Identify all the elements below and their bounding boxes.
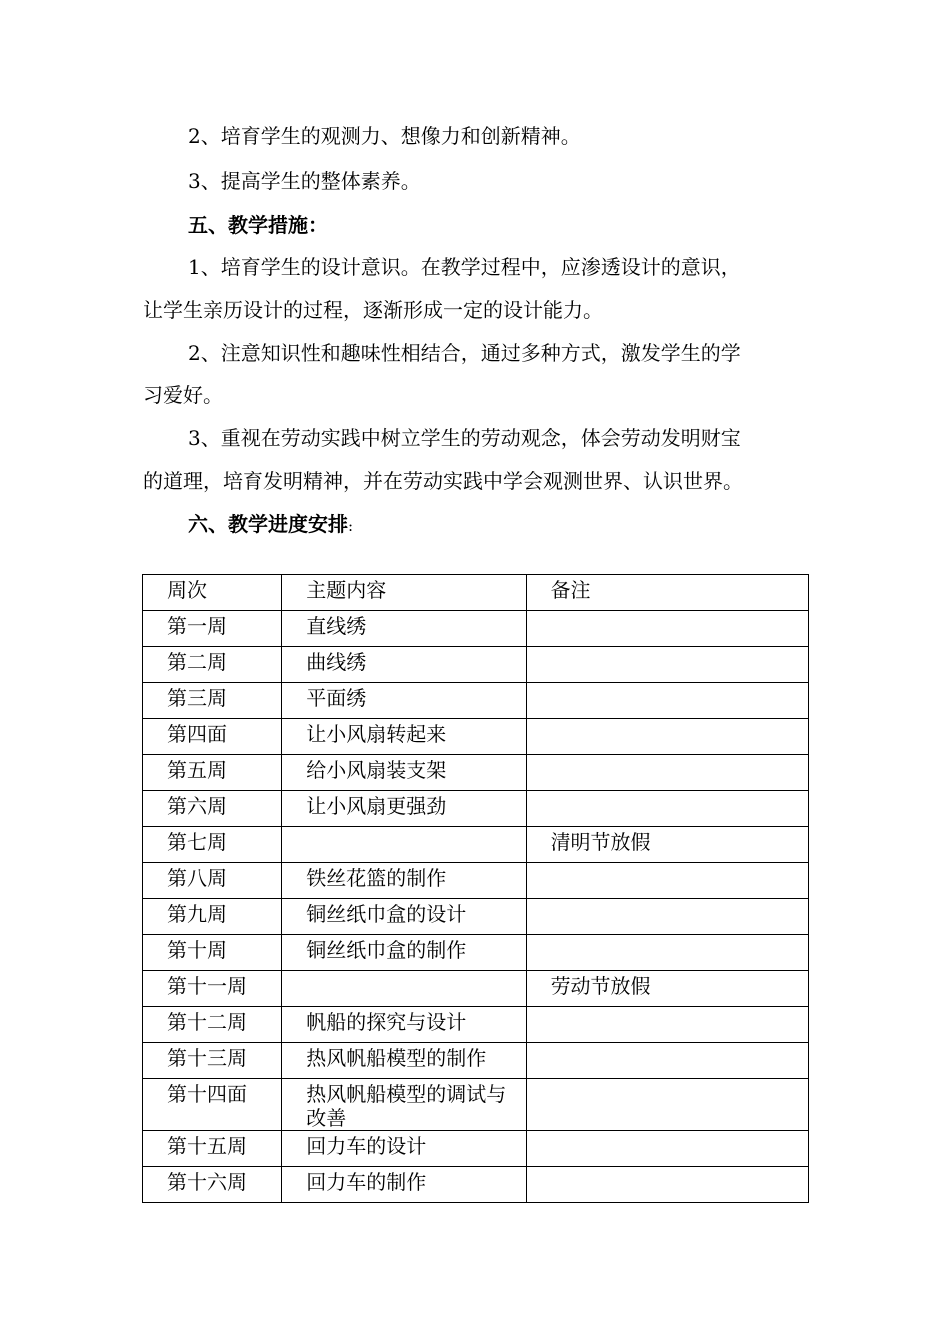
notes-cell xyxy=(526,827,808,863)
table-row xyxy=(143,683,809,719)
week-cell xyxy=(143,1079,282,1131)
section-heading-schedule-text: 六、教学进度安排 xyxy=(188,512,348,536)
topic-cell xyxy=(282,1131,526,1167)
week-cell xyxy=(143,755,282,791)
notes-cell-text xyxy=(527,863,808,866)
week-cell xyxy=(143,719,282,755)
header-cell-topic xyxy=(282,575,526,611)
table-row xyxy=(143,719,809,755)
table-header-row xyxy=(143,575,809,611)
topic-cell xyxy=(282,1167,526,1203)
topic-cell-text: 热风帆船模型的调试与改善 xyxy=(306,1082,507,1130)
notes-cell xyxy=(526,647,808,683)
topic-cell-text: 帆船的探究与设计 xyxy=(306,1010,467,1034)
week-cell-text: 第八周 xyxy=(167,866,227,890)
table-row xyxy=(143,611,809,647)
week-cell xyxy=(143,611,282,647)
week-cell-text: 第十一周 xyxy=(167,974,247,998)
week-cell-text: 第十三周 xyxy=(167,1046,247,1070)
header-topic-text: 主题内容 xyxy=(306,578,387,602)
week-cell-text: 第三周 xyxy=(167,686,227,710)
topic-cell-text: 回力车的设计 xyxy=(306,1134,427,1158)
notes-cell-text xyxy=(527,791,808,794)
week-cell-text: 第十二周 xyxy=(167,1010,247,1034)
topic-cell-text: 曲线绣 xyxy=(306,650,367,674)
notes-cell xyxy=(526,1131,808,1167)
notes-cell-text xyxy=(527,647,808,650)
week-cell xyxy=(143,827,282,863)
paragraph-goal-2: 2、培育学生的观测力、想像力和创新精神。 xyxy=(188,124,581,148)
notes-cell-text xyxy=(527,611,808,614)
week-cell xyxy=(143,647,282,683)
week-cell xyxy=(143,1167,282,1203)
topic-cell xyxy=(282,719,526,755)
topic-cell xyxy=(282,1043,526,1079)
notes-cell xyxy=(526,755,808,791)
notes-cell-text xyxy=(527,1043,808,1046)
paragraph-measure-2-line1: 2、注意知识性和趣味性相结合，通过多种方式，激发学生的学 xyxy=(188,341,741,365)
topic-cell-text: 铁丝花篮的制作 xyxy=(306,866,447,890)
topic-cell-text: 直线绣 xyxy=(306,614,367,638)
notes-cell-text: 清明节放假 xyxy=(550,830,651,854)
notes-cell-text xyxy=(527,1007,808,1010)
topic-cell-text: 回力车的制作 xyxy=(306,1170,427,1194)
topic-cell-text: 给小风扇装支架 xyxy=(306,758,447,782)
paragraph-measure-2-line2: 习爱好。 xyxy=(143,383,223,407)
topic-cell xyxy=(282,863,526,899)
week-cell xyxy=(143,863,282,899)
topic-cell xyxy=(282,791,526,827)
notes-cell xyxy=(526,1079,808,1131)
week-cell-text: 第十六周 xyxy=(167,1170,247,1194)
notes-cell-text xyxy=(527,1131,808,1134)
topic-cell xyxy=(282,827,526,863)
week-cell-text: 第十周 xyxy=(167,938,227,962)
topic-cell xyxy=(282,1007,526,1043)
week-cell-text: 第九周 xyxy=(167,902,227,926)
table-row xyxy=(143,1167,809,1203)
topic-cell-text: 平面绣 xyxy=(306,686,367,710)
topic-cell-text xyxy=(282,827,525,830)
topic-cell-text: 热风帆船模型的制作 xyxy=(306,1046,487,1070)
table-row xyxy=(143,1131,809,1167)
topic-cell-text: 让小风扇转起来 xyxy=(306,722,447,746)
topic-cell xyxy=(282,971,526,1007)
notes-cell xyxy=(526,683,808,719)
paragraph-measure-1-line1: 1、培育学生的设计意识。在教学过程中，应渗透设计的意识， xyxy=(188,255,741,279)
notes-cell-text xyxy=(527,899,808,902)
notes-cell xyxy=(526,863,808,899)
paragraph-goal-3: 3、提高学生的整体素养。 xyxy=(188,169,421,193)
notes-cell xyxy=(526,935,808,971)
notes-cell xyxy=(526,611,808,647)
week-cell-text: 第四面 xyxy=(167,722,227,746)
week-cell xyxy=(143,971,282,1007)
notes-cell xyxy=(526,899,808,935)
header-cell-notes xyxy=(526,575,808,611)
week-cell xyxy=(143,1043,282,1079)
week-cell-text: 第十五周 xyxy=(167,1134,247,1158)
week-cell xyxy=(143,1007,282,1043)
table-row xyxy=(143,935,809,971)
section-heading-schedule-colon: : xyxy=(348,517,354,535)
paragraph-measure-1-line2: 让学生亲历设计的过程，逐渐形成一定的设计能力。 xyxy=(143,298,603,322)
table-row xyxy=(143,755,809,791)
topic-cell xyxy=(282,755,526,791)
table-row xyxy=(143,899,809,935)
notes-cell-text xyxy=(527,935,808,938)
table-row xyxy=(143,971,809,1007)
topic-cell xyxy=(282,899,526,935)
header-cell-week xyxy=(143,575,282,611)
section-heading-measures: 五、教学措施： xyxy=(188,213,328,237)
notes-cell-text xyxy=(527,755,808,758)
header-week-text: 周次 xyxy=(167,578,207,602)
week-cell-text: 第一周 xyxy=(167,614,227,638)
table-row xyxy=(143,863,809,899)
week-cell-text: 第六周 xyxy=(167,794,227,818)
topic-cell-text: 让小风扇更强劲 xyxy=(306,794,447,818)
notes-cell-text: 劳动节放假 xyxy=(550,974,651,998)
topic-cell xyxy=(282,611,526,647)
notes-cell-text xyxy=(527,1167,808,1170)
week-cell xyxy=(143,1131,282,1167)
table-row xyxy=(143,647,809,683)
notes-cell xyxy=(526,1167,808,1203)
notes-cell xyxy=(526,1007,808,1043)
notes-cell-text xyxy=(527,719,808,722)
week-cell xyxy=(143,791,282,827)
table-row xyxy=(143,791,809,827)
week-cell-text: 第二周 xyxy=(167,650,227,674)
topic-cell xyxy=(282,683,526,719)
table-row xyxy=(143,1079,809,1131)
schedule-table xyxy=(142,574,809,1203)
notes-cell xyxy=(526,971,808,1007)
table-row xyxy=(143,1007,809,1043)
week-cell-text: 第十四面 xyxy=(167,1082,247,1106)
topic-cell-text: 铜丝纸巾盒的设计 xyxy=(306,902,467,926)
paragraph-measure-3-line2: 的道理，培育发明精神，并在劳动实践中学会观测世界、认识世界。 xyxy=(143,469,743,493)
topic-cell xyxy=(282,1079,526,1131)
paragraph-measure-3-line1: 3、重视在劳动实践中树立学生的劳动观念，体会劳动发明财宝 xyxy=(188,426,741,450)
week-cell-text: 第七周 xyxy=(167,830,227,854)
table-row xyxy=(143,1043,809,1079)
notes-cell xyxy=(526,791,808,827)
week-cell xyxy=(143,935,282,971)
notes-cell xyxy=(526,1043,808,1079)
topic-cell-text xyxy=(282,971,525,974)
topic-cell-text: 铜丝纸巾盒的制作 xyxy=(306,938,467,962)
notes-cell xyxy=(526,719,808,755)
week-cell xyxy=(143,899,282,935)
topic-cell xyxy=(282,647,526,683)
topic-cell xyxy=(282,935,526,971)
notes-cell-text xyxy=(527,683,808,686)
table-row xyxy=(143,827,809,863)
section-heading-schedule xyxy=(188,512,808,538)
week-cell-text: 第五周 xyxy=(167,758,227,782)
week-cell xyxy=(143,683,282,719)
header-notes-text: 备注 xyxy=(550,578,591,602)
notes-cell-text xyxy=(527,1079,808,1082)
